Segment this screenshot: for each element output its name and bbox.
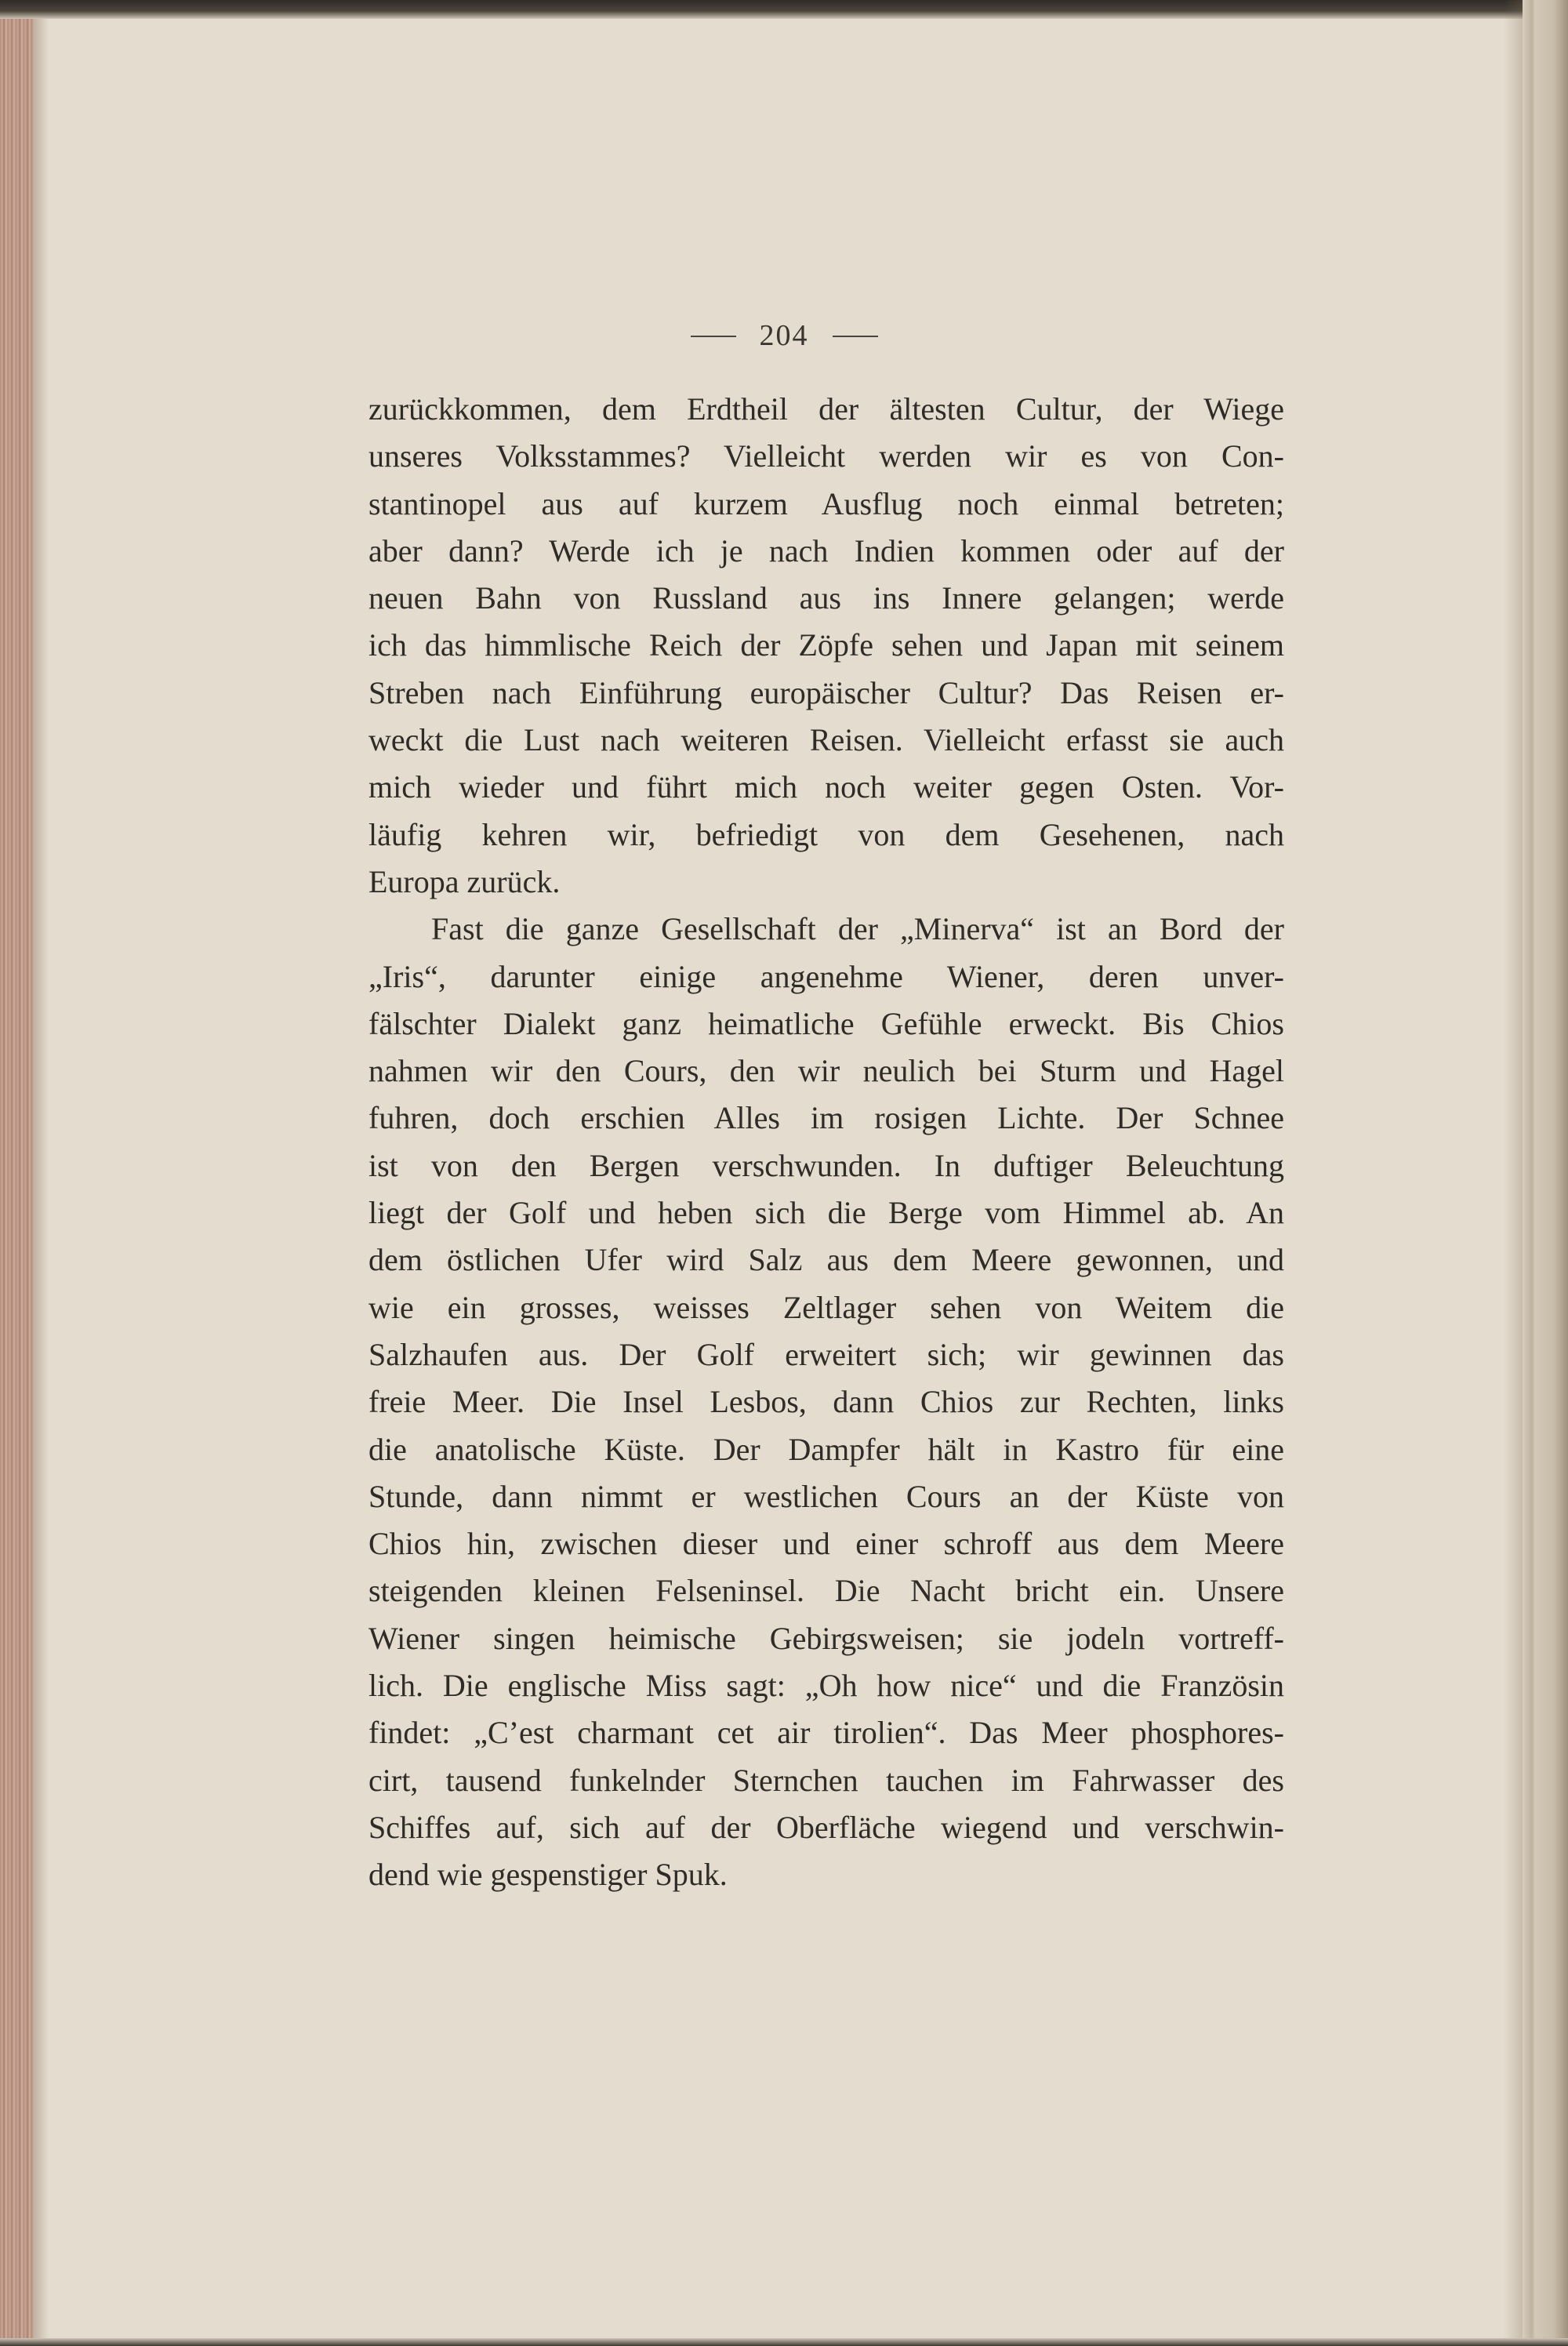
text-line: läufig kehren wir, befriedigt von dem Gesehenen, nach — [368, 816, 1284, 852]
text-line: die anatolische Küste. Der Dampfer hält in Kastro für eine — [368, 1431, 1284, 1467]
text-line: steigenden kleinen Felseninsel. Die Nacht bricht ein. Unsere — [368, 1573, 1284, 1609]
text-line: Streben nach Einführung europäischer Cultur? Das Reisen er- — [368, 674, 1284, 710]
text-line: dend wie gespenstiger Spuk. — [368, 1857, 728, 1893]
text-line: „Iris“, darunter einige angenehme Wiener, deren unver- — [368, 958, 1284, 994]
text-line: Wiener singen heimische Gebirgsweisen; sie jodeln vortreff- — [368, 1620, 1284, 1656]
text-line: cirt, tausend funkelnder Sternchen tauchen im Fahrwasser des — [368, 1762, 1284, 1798]
text-line: weckt die Lust nach weiteren Reisen. Vielleicht erfasst sie auch — [368, 722, 1284, 758]
text-line: fälschter Dialekt ganz heimatliche Gefühle erweckt. Bis Chios — [368, 1005, 1284, 1041]
page-number-header — [0, 318, 1568, 353]
text-line: wie ein grosses, weisses Zeltlager sehen von Weitem die — [368, 1289, 1284, 1325]
top-scan-border — [0, 0, 1568, 19]
text-line: Fast die ganze Gesellschaft der „Minerva“ ist an Bord der — [431, 911, 1284, 947]
text-line: freie Meer. Die Insel Lesbos, dann Chios zur Rechten, links — [368, 1384, 1284, 1420]
page-number: 204 — [759, 319, 809, 352]
text-line: unseres Volksstammes? Vielleicht werden wir es von Con- — [368, 438, 1284, 474]
text-line: Stunde, dann nimmt er westlichen Cours an der Küste von — [368, 1478, 1284, 1514]
text-line: ist von den Bergen verschwunden. In duftiger Beleuchtung — [368, 1147, 1284, 1183]
text-line: dem östlichen Ufer wird Salz aus dem Meere gewonnen, und — [368, 1242, 1284, 1278]
text-line: Chios hin, zwischen dieser und einer schroff aus dem Meere — [368, 1526, 1284, 1562]
text-line: fuhren, doch erschien Alles im rosigen Lichte. Der Schnee — [368, 1100, 1284, 1136]
text-line: lich. Die englische Miss sagt: „Oh how nice“ und die Französin — [368, 1668, 1284, 1704]
text-line: Schiffes auf, sich auf der Oberfläche wiegend und verschwin- — [368, 1809, 1284, 1845]
bottom-scan-border — [0, 2338, 1568, 2346]
text-line: Salzhaufen aus. Der Golf erweitert sich; wir gewinnen das — [368, 1336, 1284, 1372]
dash-left — [691, 336, 736, 337]
text-line: stantinopel aus auf kurzem Ausflug noch einmal betreten; — [368, 485, 1284, 521]
text-line: findet: „C’est charmant cet air tirolien“. Das Meer phosphores- — [368, 1715, 1284, 1751]
text-line: zurückkommen, dem Erdtheil der ältesten Cultur, der Wiege — [368, 391, 1284, 427]
text-line: mich wieder und führt mich noch weiter gegen Osten. Vor- — [368, 769, 1284, 805]
body-text — [368, 386, 1284, 1899]
text-line: liegt der Golf und heben sich die Berge vom Himmel ab. An — [368, 1195, 1284, 1231]
text-line: neuen Bahn von Russland aus ins Innere gelangen; werde — [368, 580, 1284, 616]
text-line: ich das himmlische Reich der Zöpfe sehen und Japan mit seinem — [368, 627, 1284, 663]
dash-right — [833, 336, 878, 337]
text-line: nahmen wir den Cours, den wir neulich bei Sturm und Hagel — [368, 1053, 1284, 1089]
text-line: aber dann? Werde ich je nach Indien kommen oder auf der — [368, 532, 1284, 568]
text-line: Europa zurück. — [368, 863, 561, 899]
